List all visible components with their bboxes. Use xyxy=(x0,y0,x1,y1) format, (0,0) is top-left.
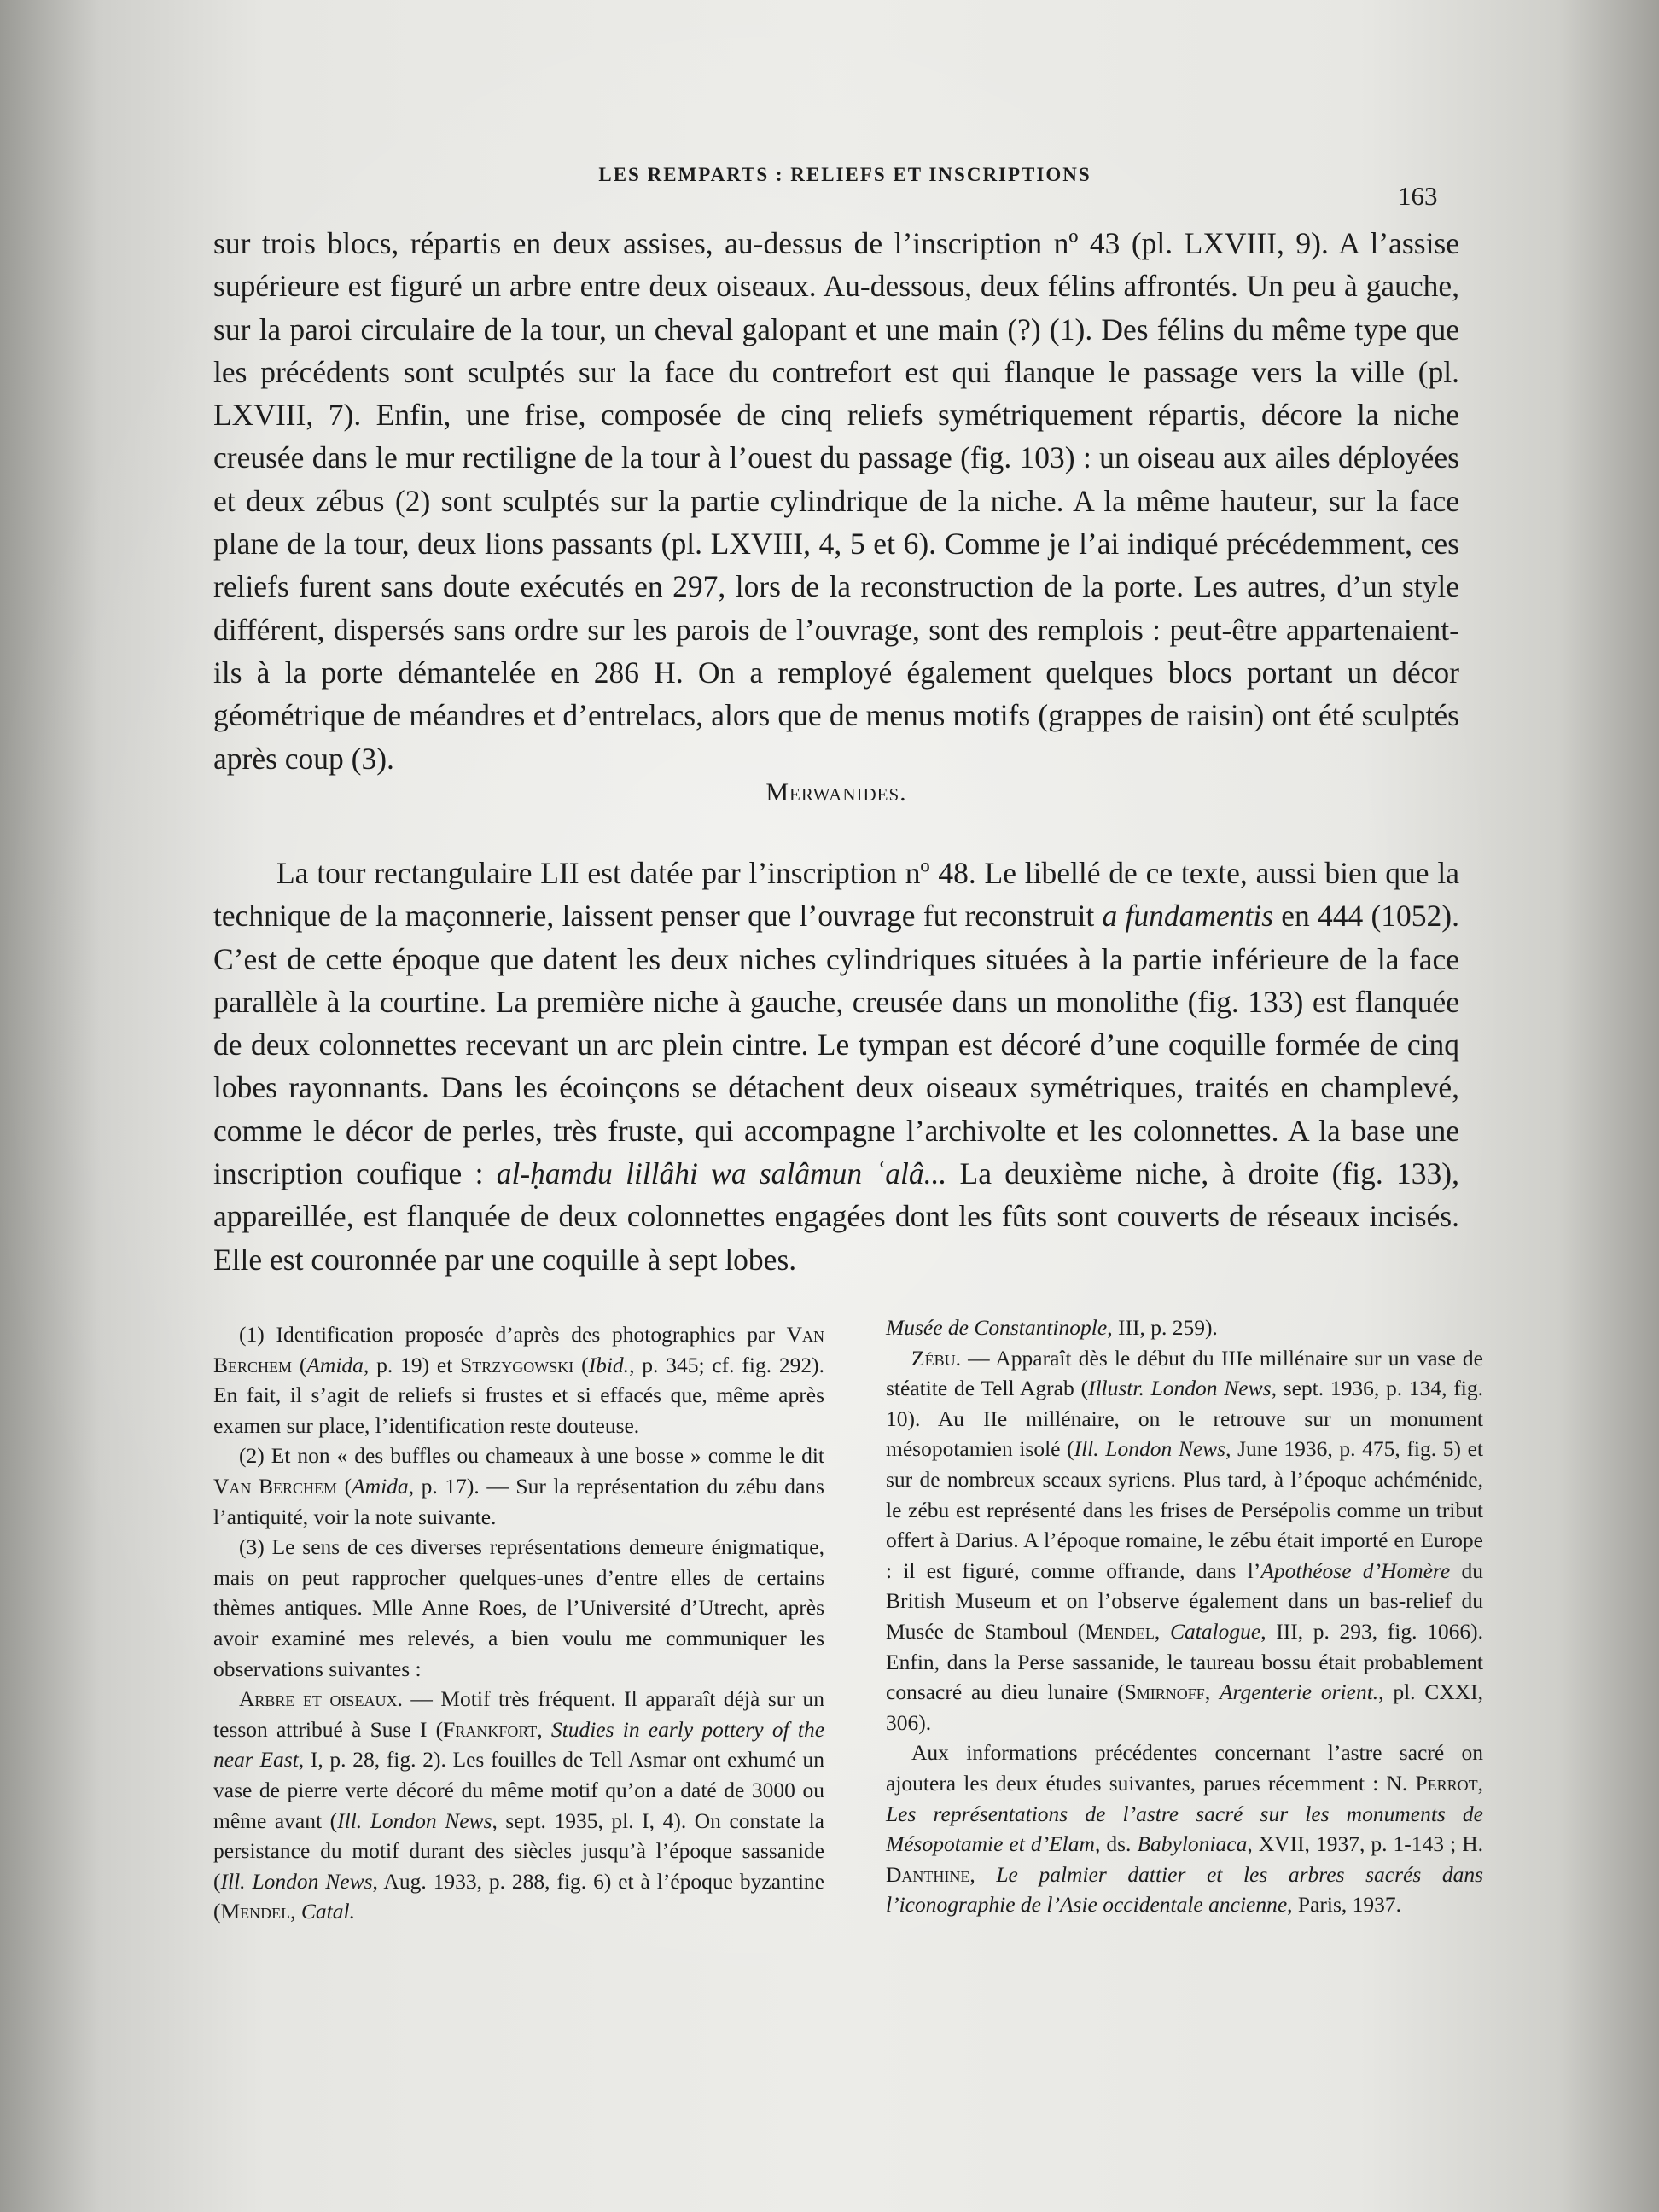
text-run: , pl. CXXI, 306). xyxy=(886,1679,1484,1735)
footnote-2 xyxy=(213,1441,824,1532)
italic-run: Studies in early pottery of the near East xyxy=(213,1716,825,1773)
author-name: Mendel xyxy=(1085,1618,1155,1644)
text-run: , Aug. 1933, p. 288, fig. 6) et à l’époque byzantine ( xyxy=(213,1868,824,1924)
footnotes-right-column xyxy=(886,1313,1483,1920)
text-run: , sept. 1935, pl. I, 4). On constate la persistance du motif durant des siècles jusqu’à l’époque sassanide ( xyxy=(213,1807,824,1894)
author-name: Strzygowski xyxy=(460,1352,574,1377)
text-run: , III, p. 259). xyxy=(1107,1315,1218,1340)
italic-run: Illustr. London News xyxy=(1087,1376,1272,1401)
italic-run: a fundamentis xyxy=(1102,899,1274,934)
italic-run: Amida xyxy=(306,1352,364,1377)
text-run: en 444 (1052). C’est de cette époque que datent les deux niches cylindriques situées à la partie inférieure de la face parallèle à la courtine. La première niche à gauche, creusée dans un monolithe (fig. 133) est flanquée de deux colonnettes recevant un arc plein cintre. Le tympan est décoré d’une coquille formée de cinq lobes rayonnants. Dans les écoinçons se détachent deux oiseaux symétriques, traités en champlevé, comme le décor de perles, très fruste, qui accompagne l’archivolte et les colonnettes. A la base une inscription coufique : xyxy=(213,899,1459,1191)
text-run: , p. 19) et xyxy=(363,1352,461,1377)
text-run: , I, p. 28, fig. 2). Les fouilles de Tell Asmar ont exhumé un vase de pierre verte décoré du même motif qu’on a daté de 3000 ou même avant ( xyxy=(213,1747,825,1833)
italic-run: Le palmier dattier et les arbres sacrés dans l’iconographie de l’Asie occidentale ancienne xyxy=(886,1861,1484,1918)
footnote-zebu xyxy=(886,1343,1483,1738)
italic-run: Amida xyxy=(352,1473,409,1499)
text-run: , III, p. 293, fig. 1066). Enfin, dans la Perse sassanide, le taureau bossu était probablement consacré au dieu lunaire ( xyxy=(886,1618,1483,1705)
italic-run: Babyloniaca xyxy=(1137,1831,1248,1857)
italic-run: Catalogue xyxy=(1169,1618,1261,1644)
text-run: ( xyxy=(573,1352,589,1377)
footnote-astre-sacre xyxy=(886,1738,1483,1920)
paragraph-1: sur trois blocs, répartis en deux assises, au-dessus de l’inscription nº 43 (pl. LXVIII, 9). A l’assise supérieure est figuré un arbre entre deux oiseaux. Au-dessous, deux félins affrontés. Un peu à gauche, sur la paroi circulaire de la tour, un cheval galopant et une main (?) (1). Des félins du même type que les précédents sont sculptés sur la face du contrefort est qui flanque le passage vers la ville (pl. LXVIII, 7). Enfin, une frise, composée de cinq reliefs symétriquement répartis, décore la niche creusée dans le mur rectiligne de la tour à l’ouest du passage (fig. 103) : un oiseau aux ailes déployées et deux zébus (2) sont sculptés sur la partie cylindrique de la niche. A la même hauteur, sur la face plane de la tour, deux lions passants (pl. LXVIII, 4, 5 et 6). Comme je l’ai indiqué précédemment, ces reliefs furent sans doute exécutés en 297, lors de la reconstruction de la porte. Les autres, d’un style différent, dispersés sans ordre sur les parois de l’ouvrage, sont des remplois : peut-être appartenaient-ils à la porte démantelée en 286 H. On a remployé également quelques blocs portant un décor géométrique de méandres et d’entrelacs, alors que de menus motifs (grappes de raisin) ont été sculptés après coup (3). xyxy=(213,226,1459,776)
text-run: ( xyxy=(337,1473,352,1499)
author-name: Van Berchem xyxy=(213,1322,824,1377)
author-name: Danthine xyxy=(886,1861,970,1887)
text-run: du British Museum et on l’observe également dans un bas-relief du Musée de Stamboul ( xyxy=(886,1557,1483,1644)
paragraph-2 xyxy=(213,852,1459,1281)
text-run: , p. 345; cf. fig. 292). En fait, il s’agit de reliefs si frustes et si effacés que, même après examen sur place, l’identification reste douteuse. xyxy=(213,1352,825,1438)
footnote-3: (3) Le sens de ces diverses représentations demeure énigmatique, mais on peut rapprocher quelques-unes d’entre elles de certains thèmes antiques. Mlle Anne Roes, de l’Université d’Utrecht, après avoir examiné mes relevés, a bien voulu me communiquer les observations suivantes : xyxy=(213,1534,824,1681)
footnote-continuation xyxy=(886,1313,1483,1343)
text-run: (2) Et non « des buffles ou chameaux à une bosse » comme le dit xyxy=(239,1443,824,1469)
italic-run: Les représentations de l’astre sacré sur les monuments de Mésopotamie et d’Elam xyxy=(886,1801,1483,1857)
text-run: — Apparaît dès le début du IIIe millénaire sur un vase de stéatite de Tell Agrab ( xyxy=(886,1345,1483,1401)
main-text-block xyxy=(213,222,1459,780)
author-name: Perrot xyxy=(1415,1770,1478,1796)
text-run: La deuxième niche, à droite (fig. 133), appareillée, est flanquée de deux colonnettes engagées dont les fûts sont couverts de réseaux incisés. Elle est couronnée par une coquille à sept lobes. xyxy=(213,1156,1459,1277)
italic-run: Catal. xyxy=(300,1899,355,1924)
text-run: , ds. xyxy=(1094,1831,1138,1857)
footnote-1 xyxy=(213,1319,824,1441)
author-name: Smirnoff xyxy=(1124,1679,1205,1705)
text-run: , xyxy=(290,1899,301,1924)
italic-run: Ill. London News xyxy=(1074,1436,1226,1462)
text-run: , xyxy=(1204,1679,1220,1705)
italic-run: Ibid. xyxy=(588,1352,630,1377)
text-run: (1) Identification proposée d’après des photographies par xyxy=(239,1322,787,1347)
text-run: , sept. 1936, p. 134, fig. 10). Au IIe millénaire, on le retrouve sur un monument mésopotamien isolé ( xyxy=(886,1376,1484,1462)
subsection-head: Zébu. xyxy=(911,1345,961,1371)
running-title: LES REMPARTS : RELIEFS ET INSCRIPTIONS xyxy=(598,164,1091,185)
text-run: , Paris, 1937. xyxy=(1287,1892,1402,1918)
italic-run: Argenterie orient. xyxy=(1219,1679,1379,1705)
footnote-3-tree-birds xyxy=(213,1684,824,1927)
page-number: 163 xyxy=(1398,181,1438,211)
text-run: , xyxy=(1477,1770,1483,1796)
text-run: La tour rectangulaire LII est datée par l’inscription nº 48. Le libellé de ce texte, aussi bien que la technique de la maçonnerie, laissent penser que l’ouvrage fut reconstruit xyxy=(213,856,1459,934)
footnotes-left-column xyxy=(213,1319,824,1927)
italic-run: al-ḥamdu lillâhi wa salâmun ʿalâ... xyxy=(496,1156,947,1191)
text-run: , June 1936, p. 475, fig. 5) et sur de nombreux sceaux syriens. Plus tard, à l’époque achéménide, le zébu est représenté dans les frises de Persépolis comme un tribut offert à Darius. A l’époque romaine, le zébu était importé en Europe : il est figuré, comme offrande, dans l’ xyxy=(886,1436,1483,1583)
author-name: Van Berchem xyxy=(213,1473,338,1499)
text-run: , XVII, 1937, p. 1-143 ; H. xyxy=(1247,1831,1483,1857)
text-run: , xyxy=(537,1716,551,1742)
author-name: Mendel xyxy=(220,1899,291,1924)
text-run: , xyxy=(969,1861,997,1887)
main-text-block-2 xyxy=(213,852,1459,1281)
subsection-head: Arbre et oiseaux. xyxy=(239,1686,403,1712)
text-run: , p. 17). — Sur la représentation du zébu dans l’antiquité, voir la note suivante. xyxy=(213,1473,824,1529)
text-run: Aux informations précédentes concernant l’astre sacré on ajoutera les deux études suivantes, parues récemment : N. xyxy=(886,1740,1483,1796)
italic-run: Musée de Constantinople xyxy=(886,1315,1108,1340)
section-heading: Merwanides. xyxy=(765,778,907,806)
text-run: ( xyxy=(292,1352,307,1377)
text-run: , xyxy=(1154,1618,1170,1644)
italic-run: Apothéose d’Homère xyxy=(1260,1557,1451,1583)
italic-run: Ill. London News xyxy=(337,1807,492,1833)
italic-run: Ill. London News xyxy=(220,1868,373,1894)
author-name: Frankfort xyxy=(443,1716,538,1742)
text-run: — Motif très fréquent. Il apparaît déjà sur un tesson attribué à Suse I ( xyxy=(213,1686,825,1742)
